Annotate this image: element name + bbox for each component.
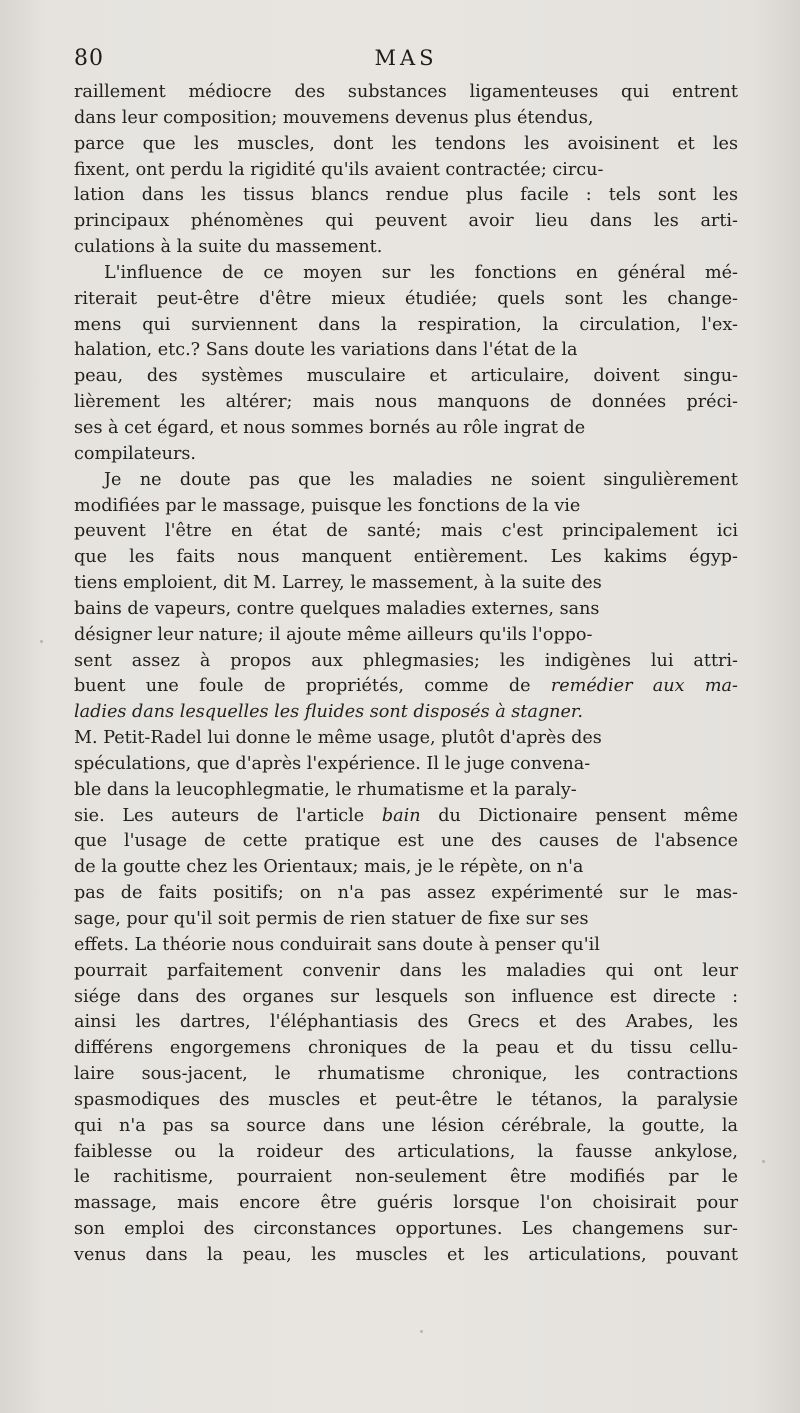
text-line-roman: désigner leur nature; il ajoute même ailleurs qu'ils l'oppo-	[74, 624, 593, 645]
text-line	[74, 183, 738, 209]
text-line	[74, 1010, 738, 1036]
text-line-roman: ses à cet égard, et nous sommes bornés au rôle ingrat de	[74, 417, 586, 438]
text-line-italic: bain	[381, 805, 421, 826]
paper-speck	[40, 640, 43, 643]
text-line	[74, 571, 738, 597]
text-line	[74, 959, 738, 985]
text-line-roman: parce que les muscles, dont les tendons les avoisinent et les	[74, 133, 738, 154]
text-line-roman: spasmodiques des muscles et peut-être le tétanos, la paralysie	[74, 1089, 738, 1110]
text-line	[74, 881, 738, 907]
text-line-roman: lation dans les tissus blancs rendue plus facile : tels sont les	[74, 185, 738, 206]
text-line-roman: que l'usage de cette pratique est une des causes de l'absence	[74, 831, 738, 852]
text-line-roman: dans leur composition; mouvemens devenus plus étendus,	[74, 107, 594, 128]
text-line	[74, 649, 738, 675]
text-line-roman: pas de faits positifs; on n'a pas assez expérimenté sur le mas-	[74, 883, 738, 904]
text-line	[74, 1088, 738, 1114]
text-line	[74, 390, 738, 416]
text-line-roman: halation, etc.? Sans doute les variations dans l'état de la	[74, 340, 578, 361]
page-number: 80	[74, 46, 104, 71]
text-line-roman: son emploi des circonstances opportunes. Les changemens sur-	[74, 1219, 738, 1240]
text-line-roman: différens engorgemens chroniques de la peau et du tissu cellu-	[74, 1038, 738, 1059]
text-line	[74, 519, 738, 545]
text-line-roman: raillement médiocre des substances ligamenteuses qui entrent	[74, 82, 738, 102]
text-line-roman: sent assez à propos aux phlegmasies; les indigènes lui attri-	[74, 650, 738, 671]
text-line	[74, 1243, 738, 1269]
text-line-roman: buent une foule de propriétés, comme de	[74, 676, 551, 697]
text-line-roman: culations à la suite du massement.	[74, 237, 383, 258]
paper-speck	[420, 1330, 423, 1333]
text-line-roman: mens qui surviennent dans la respiration, la circulation, l'ex-	[74, 314, 738, 335]
text-line-roman: L'influence de ce moyen sur les fonctions en général mé-	[104, 262, 738, 283]
text-line	[74, 623, 738, 649]
text-line	[74, 855, 738, 881]
text-line	[74, 752, 738, 778]
text-line	[74, 468, 738, 494]
text-line-roman: de la goutte chez les Orientaux; mais, je le répète, on n'a	[74, 857, 584, 878]
text-line	[74, 209, 738, 235]
text-line	[74, 1114, 738, 1140]
text-line	[74, 235, 738, 261]
text-line-roman: le rachitisme, pourraient non-seulement être modifiés par le	[74, 1167, 738, 1188]
text-line-roman: laire sous-jacent, le rhumatisme chronique, les contractions	[74, 1064, 738, 1085]
text-line	[74, 494, 738, 520]
text-line-roman: massage, mais encore être guéris lorsque l'on choisirait pour	[74, 1193, 738, 1214]
text-line	[74, 132, 738, 158]
text-line	[74, 1191, 738, 1217]
text-line	[74, 985, 738, 1011]
text-line	[74, 364, 738, 390]
text-line-roman: peau, des systèmes musculaire et articulaire, doivent singu-	[74, 366, 738, 387]
paper-speck	[762, 1160, 765, 1163]
text-line	[74, 933, 738, 959]
text-line-roman: sage, pour qu'il soit permis de rien statuer de fixe sur ses	[74, 909, 589, 929]
text-line-roman: que les faits nous manquent entièrement. Les kakims égyp-	[74, 547, 738, 568]
text-line-roman: tiens emploient, dit M. Larrey, le massement, à la suite des	[74, 573, 602, 594]
text-line-roman: lièrement les altérer; mais nous manquons de données préci-	[74, 392, 738, 413]
text-line	[74, 1217, 738, 1243]
text-line	[74, 804, 738, 830]
text-line-roman: Je ne doute pas que les maladies ne soient singulièrement	[104, 469, 738, 490]
text-line-roman: pourrait parfaitement convenir dans les maladies qui ont leur	[74, 960, 738, 981]
text-line-roman: M. Petit-Radel lui donne le même usage, plutôt d'après des	[74, 728, 602, 749]
text-line	[74, 158, 738, 184]
text-line	[74, 726, 738, 752]
text-line	[74, 674, 738, 700]
text-line-roman: spéculations, que d'après l'expérience. Il le juge convena-	[74, 753, 591, 774]
text-line-roman: ble dans la leucophlegmatie, le rhumatisme et la paraly-	[74, 779, 577, 800]
text-line-italic: remédier aux ma-	[550, 676, 738, 697]
text-line	[74, 106, 738, 132]
text-line-roman: bains de vapeurs, contre quelques maladies externes, sans	[74, 598, 600, 619]
text-line-italic: ladies dans lesquelles les fluides sont disposés à stagner.	[74, 702, 583, 723]
text-line	[74, 313, 738, 339]
text-line-roman: effets. La théorie nous conduirait sans doute à penser qu'il	[74, 934, 600, 955]
text-line-roman: fixent, ont perdu la rigidité qu'ils avaient contractée; circu-	[74, 159, 604, 180]
text-line	[74, 907, 738, 933]
text-line-roman: peuvent l'être en état de santé; mais c'est principalement ici	[74, 521, 738, 542]
text-line	[74, 778, 738, 804]
text-line-roman: modifiées par le massage, puisque les fonctions de la vie	[74, 495, 581, 516]
text-line-roman: venus dans la peau, les muscles et les articulations, pouvant	[74, 1244, 738, 1265]
text-line	[74, 829, 738, 855]
text-line	[74, 287, 738, 313]
text-line	[74, 261, 738, 287]
text-line	[74, 1062, 738, 1088]
body-text	[74, 80, 738, 1269]
running-head	[74, 46, 738, 82]
text-line	[74, 338, 738, 364]
text-line	[74, 1165, 738, 1191]
text-line-roman: principaux phénomènes qui peuvent avoir lieu dans les arti-	[74, 211, 738, 232]
text-line	[74, 1036, 738, 1062]
text-line-roman: riterait peut-être d'être mieux étudiée; quels sont les change-	[74, 288, 738, 309]
text-line-roman: qui n'a pas sa source dans une lésion cérébrale, la goutte, la	[74, 1115, 738, 1136]
text-line-roman: ainsi les dartres, l'éléphantiasis des Grecs et des Arabes, les	[74, 1012, 738, 1033]
text-line	[74, 545, 738, 571]
text-line-roman: du Dictionaire pensent même	[420, 805, 738, 826]
text-line-roman: siége dans des organes sur lesquels son influence est directe :	[74, 986, 738, 1007]
running-title: MAS	[374, 46, 438, 70]
text-line-roman: sie. Les auteurs de l'article	[74, 805, 382, 826]
text-line	[74, 416, 738, 442]
text-line	[74, 1140, 738, 1166]
text-line	[74, 80, 738, 106]
text-line	[74, 700, 738, 726]
text-line	[74, 442, 738, 468]
text-line-roman: compilateurs.	[74, 443, 196, 464]
text-line-roman: faiblesse ou la roideur des articulations, la fausse ankylose,	[74, 1141, 738, 1162]
text-line	[74, 597, 738, 623]
